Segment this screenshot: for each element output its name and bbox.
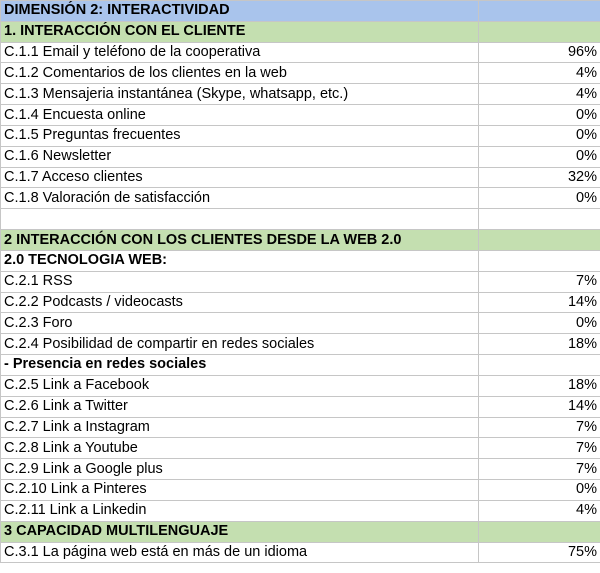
row-value: 4% (479, 84, 600, 105)
row-value (479, 21, 600, 42)
section-header-row (1, 230, 600, 251)
table-row (1, 84, 600, 105)
table-row (1, 500, 600, 521)
section-header-row (1, 521, 600, 542)
table-row (1, 125, 600, 146)
row-label: C.2.5 Link a Facebook (1, 375, 479, 396)
row-label: C.2.2 Podcasts / videocasts (1, 292, 479, 313)
row-label: C.2.4 Posibilidad de compartir en redes sociales (1, 334, 479, 355)
row-label (1, 209, 479, 230)
row-value: 7% (479, 438, 600, 459)
row-value (479, 521, 600, 542)
row-label: C.1.5 Preguntas frecuentes (1, 125, 479, 146)
row-value (479, 230, 600, 251)
row-value: 4% (479, 63, 600, 84)
section-header-row (1, 21, 600, 42)
row-label: C.2.6 Link a Twitter (1, 396, 479, 417)
row-label: C.2.1 RSS (1, 271, 479, 292)
row-label: C.1.7 Acceso clientes (1, 167, 479, 188)
table-row (1, 146, 600, 167)
row-label: 2 INTERACCIÓN CON LOS CLIENTES DESDE LA WEB 2.0 (1, 230, 479, 251)
row-label: C.1.3 Mensajeria instantánea (Skype, whatsapp, etc.) (1, 84, 479, 105)
row-label: - Presencia en redes sociales (1, 355, 479, 376)
row-label: C.3.1 La página web está en más de un idioma (1, 542, 479, 563)
row-value: 0% (479, 105, 600, 126)
table-row (1, 459, 600, 480)
row-value (479, 209, 600, 230)
row-label: C.2.8 Link a Youtube (1, 438, 479, 459)
row-value: 14% (479, 396, 600, 417)
section-header-row (1, 250, 600, 271)
row-value: 0% (479, 188, 600, 209)
row-value: 14% (479, 292, 600, 313)
table-body (1, 1, 600, 563)
row-value: 75% (479, 542, 600, 563)
table-row (1, 438, 600, 459)
row-label: C.1.4 Encuesta online (1, 105, 479, 126)
row-value: 0% (479, 125, 600, 146)
row-label: C.2.3 Foro (1, 313, 479, 334)
row-label: C.1.2 Comentarios de los clientes en la web (1, 63, 479, 84)
row-label: C.2.10 Link a Pinteres (1, 480, 479, 501)
table-row (1, 375, 600, 396)
row-value: 7% (479, 271, 600, 292)
row-label: 3 CAPACIDAD MULTILENGUAJE (1, 521, 479, 542)
row-label: 2.0 TECNOLOGIA WEB: (1, 250, 479, 271)
row-value (479, 250, 600, 271)
row-value: 18% (479, 334, 600, 355)
table-row (1, 167, 600, 188)
row-value: 7% (479, 459, 600, 480)
table-row (1, 63, 600, 84)
row-value: 96% (479, 42, 600, 63)
table-row (1, 292, 600, 313)
blank-row (1, 209, 600, 230)
row-label: C.2.11 Link a Linkedin (1, 500, 479, 521)
row-label: DIMENSIÓN 2: INTERACTIVIDAD (1, 1, 479, 22)
table-row (1, 334, 600, 355)
section-header-row (1, 355, 600, 376)
row-value: 32% (479, 167, 600, 188)
row-value: 0% (479, 146, 600, 167)
table-row (1, 480, 600, 501)
table-row (1, 313, 600, 334)
row-value: 0% (479, 313, 600, 334)
row-label: C.2.7 Link a Instagram (1, 417, 479, 438)
row-value: 7% (479, 417, 600, 438)
row-value (479, 1, 600, 22)
row-value: 4% (479, 500, 600, 521)
table-row (1, 188, 600, 209)
row-label: 1. INTERACCIÓN CON EL CLIENTE (1, 21, 479, 42)
table-row (1, 396, 600, 417)
row-label: C.1.1 Email y teléfono de la cooperativa (1, 42, 479, 63)
table-row (1, 271, 600, 292)
row-label: C.1.8 Valoración de satisfacción (1, 188, 479, 209)
section-header-row (1, 1, 600, 22)
row-value: 0% (479, 480, 600, 501)
table-row (1, 417, 600, 438)
row-value: 18% (479, 375, 600, 396)
row-label: C.2.9 Link a Google plus (1, 459, 479, 480)
table-row (1, 42, 600, 63)
row-label: C.1.6 Newsletter (1, 146, 479, 167)
table-row (1, 542, 600, 563)
row-value (479, 355, 600, 376)
table-row (1, 105, 600, 126)
